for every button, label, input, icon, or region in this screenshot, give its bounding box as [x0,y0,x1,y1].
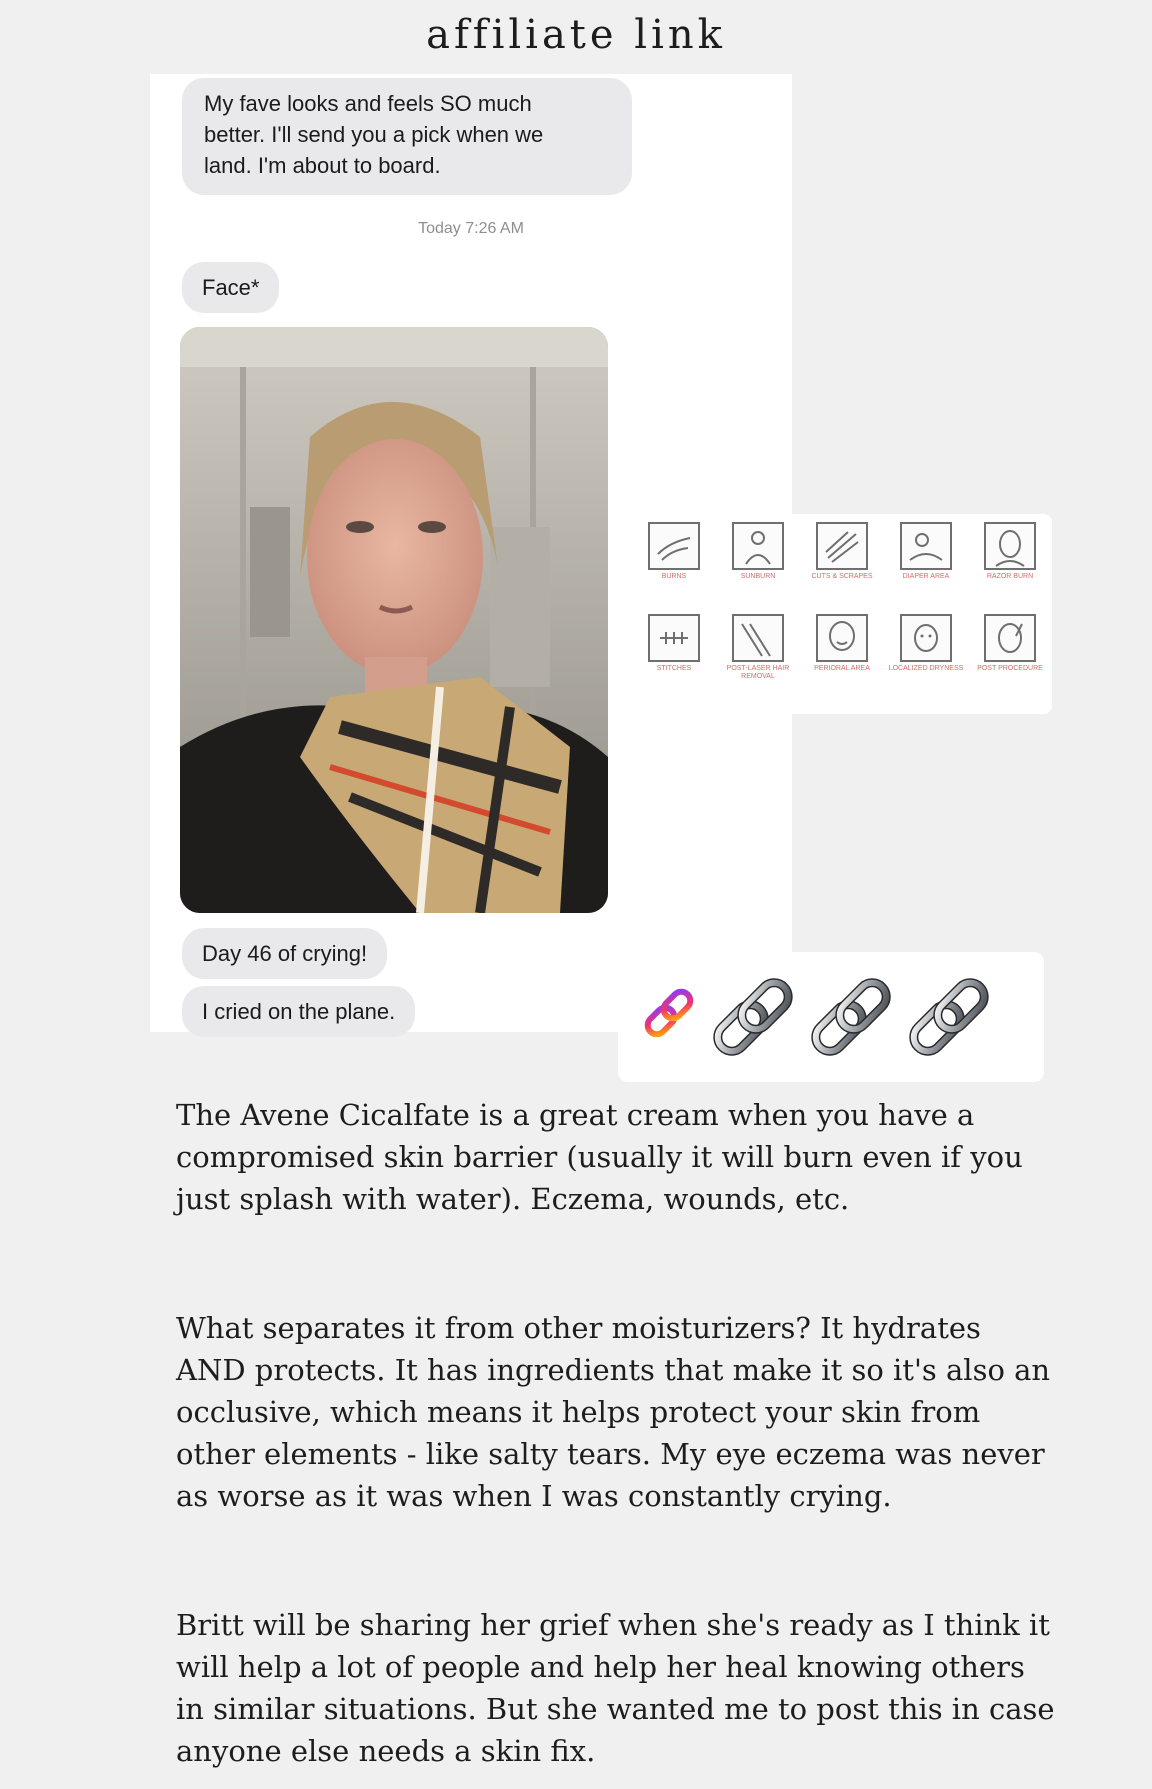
link-sticker-graphic [618,952,1044,1082]
message-line: better. I'll send you a pick when we [204,122,544,147]
usage-label: STITCHES [656,665,692,672]
usage-icon-razor [968,522,1052,581]
usage-label: CUTS & SCRAPES [811,573,873,580]
chain-link-icon [810,977,892,1057]
dryness-icon [900,614,952,662]
diaper-area-icon [900,522,952,570]
usage-label: RAZOR BURN [986,573,1034,580]
post-procedure-icon [984,614,1036,662]
usage-label: POST PROCEDURE [977,665,1043,672]
photo-message[interactable] [180,327,608,913]
message-bubble-cried: I cried on the plane. [182,986,415,1037]
product-usage-icon-grid [630,514,1052,714]
body-paragraph: The Avene Cicalfate is a great cream when you have a compromised skin barrier (usually it will burn even if you just splash with water). Eczema, wounds, etc. [176,1098,1023,1216]
link-icon [644,988,694,1038]
burns-icon [648,522,700,570]
post-laser-icon [732,614,784,662]
usage-icon-stitches [632,614,716,673]
body-paragraph: What separates it from other moisturizers? It hydrates AND protects. It has ingredients that make it so it's also an occlusive, which means it helps protect your skin from other elements - like salty tears. My eye eczema was never as worse as it was when I was constantly crying. [176,1311,1051,1513]
usage-icon-dryness [884,614,968,673]
usage-icon-post-procedure [968,614,1052,673]
perioral-icon [816,614,868,662]
story-title: affiliate link [426,12,726,58]
usage-label: PERIORAL AREA [814,665,870,672]
usage-label: LOCALIZED DRYNESS [888,665,964,672]
usage-label: BURNS [661,573,687,580]
selfie-photo [180,327,608,913]
cuts-icon [816,522,868,570]
usage-icon-burns [632,522,716,581]
usage-icon-cuts [800,522,884,581]
message-line: My fave looks and feels SO much [204,91,532,116]
link-sticker[interactable] [618,952,1044,1082]
usage-icon-sunburn [716,522,800,581]
sunburn-icon [732,522,784,570]
usage-icon-diaper [884,522,968,581]
stitches-icon [648,614,700,662]
message-bubble-day-count: Day 46 of crying! [182,928,387,979]
chain-link-icon [712,977,794,1057]
body-paragraph: Britt will be sharing her grief when she's ready as I think it will help a lot of people and help her heal knowing others in similar situations. But she wanted me to post this in case anyone else needs a skin fix. [176,1608,1055,1768]
message-bubble-face-correction: Face* [182,262,279,313]
usage-label: DIAPER AREA [902,573,950,580]
usage-icon-post-laser [716,614,800,681]
message-bubble-incoming [182,78,632,195]
usage-label: POST-LASER HAIR REMOVAL [726,665,790,680]
chain-link-icon [908,977,990,1057]
usage-icon-perioral [800,614,884,673]
message-line: land. I'm about to board. [204,153,441,178]
razor-burn-icon [984,522,1036,570]
message-timestamp: Today 7:26 AM [418,220,524,237]
usage-label: SUNBURN [740,573,776,580]
